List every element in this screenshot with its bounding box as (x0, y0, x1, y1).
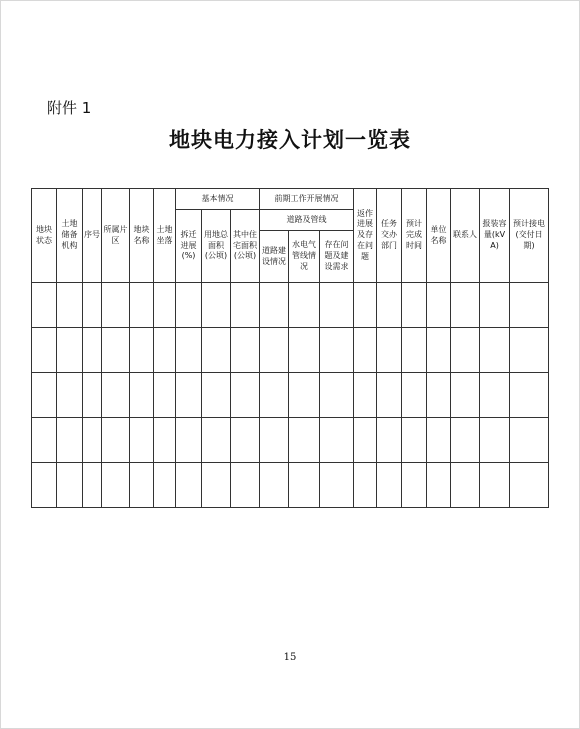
table-cell (57, 328, 83, 373)
table-cell (427, 463, 451, 508)
table-cell (130, 283, 154, 328)
table-row (32, 463, 549, 508)
table-row (32, 328, 549, 373)
page-number: 15 (283, 652, 297, 663)
table-cell (202, 283, 231, 328)
header-district: 所属片区 (102, 189, 130, 283)
header-residential-area: 其中住宅面积(公顷) (231, 210, 260, 283)
table-cell (480, 373, 510, 418)
table-cell (402, 463, 427, 508)
table-cell (377, 283, 402, 328)
table-cell (32, 373, 57, 418)
table-cell (402, 373, 427, 418)
table-cell (451, 373, 480, 418)
header-road-pipeline-group: 道路及管线 (260, 210, 354, 231)
table-cell (402, 328, 427, 373)
table-cell (260, 328, 289, 373)
table-cell (154, 373, 176, 418)
table-cell (260, 283, 289, 328)
table-cell (102, 283, 130, 328)
table-cell (320, 418, 354, 463)
table-cell (154, 463, 176, 508)
table-cell (130, 418, 154, 463)
header-unit-name: 单位名称 (427, 189, 451, 283)
header-transfer-progress: 返作进展及存在问题 (354, 189, 377, 283)
table-cell (202, 418, 231, 463)
header-task-assign-dept: 任务交办部门 (377, 189, 402, 283)
table-cell (289, 328, 320, 373)
table-cell (480, 283, 510, 328)
header-basic-info-group: 基本情况 (176, 189, 260, 210)
table-cell (451, 283, 480, 328)
table-cell (480, 463, 510, 508)
table-cell (427, 418, 451, 463)
table-cell (102, 418, 130, 463)
table-cell (354, 418, 377, 463)
table-cell (320, 283, 354, 328)
table-cell (402, 418, 427, 463)
table-cell (130, 328, 154, 373)
document-title: 地块电力接入计划一览表 (169, 127, 411, 152)
header-serial-no: 序号 (83, 189, 102, 283)
table-cell (176, 373, 202, 418)
header-demolition-progress: 拆迁进展(%) (176, 210, 202, 283)
header-row-1 (32, 189, 549, 210)
table-cell (176, 283, 202, 328)
table-cell (231, 418, 260, 463)
table-cell (320, 463, 354, 508)
table-cell (377, 463, 402, 508)
table-cell (231, 463, 260, 508)
table-cell (354, 373, 377, 418)
table-row (32, 418, 549, 463)
table-cell (202, 328, 231, 373)
table-cell (176, 328, 202, 373)
header-expected-power-on: 预计接电(交付日期) (510, 189, 549, 283)
header-plot-name: 地块名称 (130, 189, 154, 283)
table-cell (202, 463, 231, 508)
table-cell (510, 373, 549, 418)
table-cell (320, 373, 354, 418)
table-cell (451, 418, 480, 463)
header-expected-completion: 预计完成时间 (402, 189, 427, 283)
table-row (32, 373, 549, 418)
table-cell (377, 328, 402, 373)
table-cell (427, 283, 451, 328)
table-cell (57, 373, 83, 418)
table-cell (202, 373, 231, 418)
table-row (32, 283, 549, 328)
table-cell (320, 328, 354, 373)
table-cell (176, 463, 202, 508)
table-cell (231, 283, 260, 328)
table-cell (57, 283, 83, 328)
table-cell (480, 418, 510, 463)
table-cell (427, 328, 451, 373)
header-installed-capacity: 报装容量(kVA) (480, 189, 510, 283)
table-body (32, 283, 549, 508)
header-land-location: 土地坐落 (154, 189, 176, 283)
header-plot-status: 地块状态 (32, 189, 57, 283)
table-cell (83, 463, 102, 508)
header-road-construction: 道路建设情况 (260, 231, 289, 283)
table-cell (354, 283, 377, 328)
table-cell (289, 283, 320, 328)
table-cell (289, 418, 320, 463)
table-cell (510, 283, 549, 328)
table-cell (510, 418, 549, 463)
table-cell (32, 418, 57, 463)
table-cell (354, 463, 377, 508)
table-cell (377, 418, 402, 463)
table-cell (32, 463, 57, 508)
table-cell (451, 328, 480, 373)
table-cell (402, 283, 427, 328)
table-cell (510, 463, 549, 508)
table-cell (260, 418, 289, 463)
table-cell (354, 328, 377, 373)
table-cell (102, 328, 130, 373)
power-access-plan-table (31, 188, 549, 508)
table-cell (231, 373, 260, 418)
attachment-label: 附件 1 (47, 99, 92, 117)
table-cell (289, 373, 320, 418)
table-cell (83, 418, 102, 463)
table-cell (289, 463, 320, 508)
header-utility-pipeline: 水电气管线情况 (289, 231, 320, 283)
table-cell (102, 463, 130, 508)
header-preliminary-work-group: 前期工作开展情况 (260, 189, 354, 210)
header-land-reserve-org: 土地储备机构 (57, 189, 83, 283)
table-cell (176, 418, 202, 463)
table-cell (260, 463, 289, 508)
header-total-land-area: 用地总面积(公顷) (202, 210, 231, 283)
table-cell (154, 283, 176, 328)
table-cell (260, 373, 289, 418)
table-cell (83, 328, 102, 373)
table-cell (154, 418, 176, 463)
table-cell (83, 373, 102, 418)
table-cell (130, 463, 154, 508)
header-issues-and-needs: 存在问题及建设需求 (320, 231, 354, 283)
table-cell (510, 328, 549, 373)
table-cell (130, 373, 154, 418)
table-cell (83, 283, 102, 328)
table-cell (451, 463, 480, 508)
table-cell (32, 328, 57, 373)
header-contact-person: 联系人 (451, 189, 480, 283)
table-cell (57, 463, 83, 508)
table-cell (102, 373, 130, 418)
table-cell (427, 373, 451, 418)
table-cell (480, 328, 510, 373)
table-cell (377, 373, 402, 418)
table-cell (231, 328, 260, 373)
table-cell (32, 283, 57, 328)
table-cell (57, 418, 83, 463)
table-cell (154, 328, 176, 373)
